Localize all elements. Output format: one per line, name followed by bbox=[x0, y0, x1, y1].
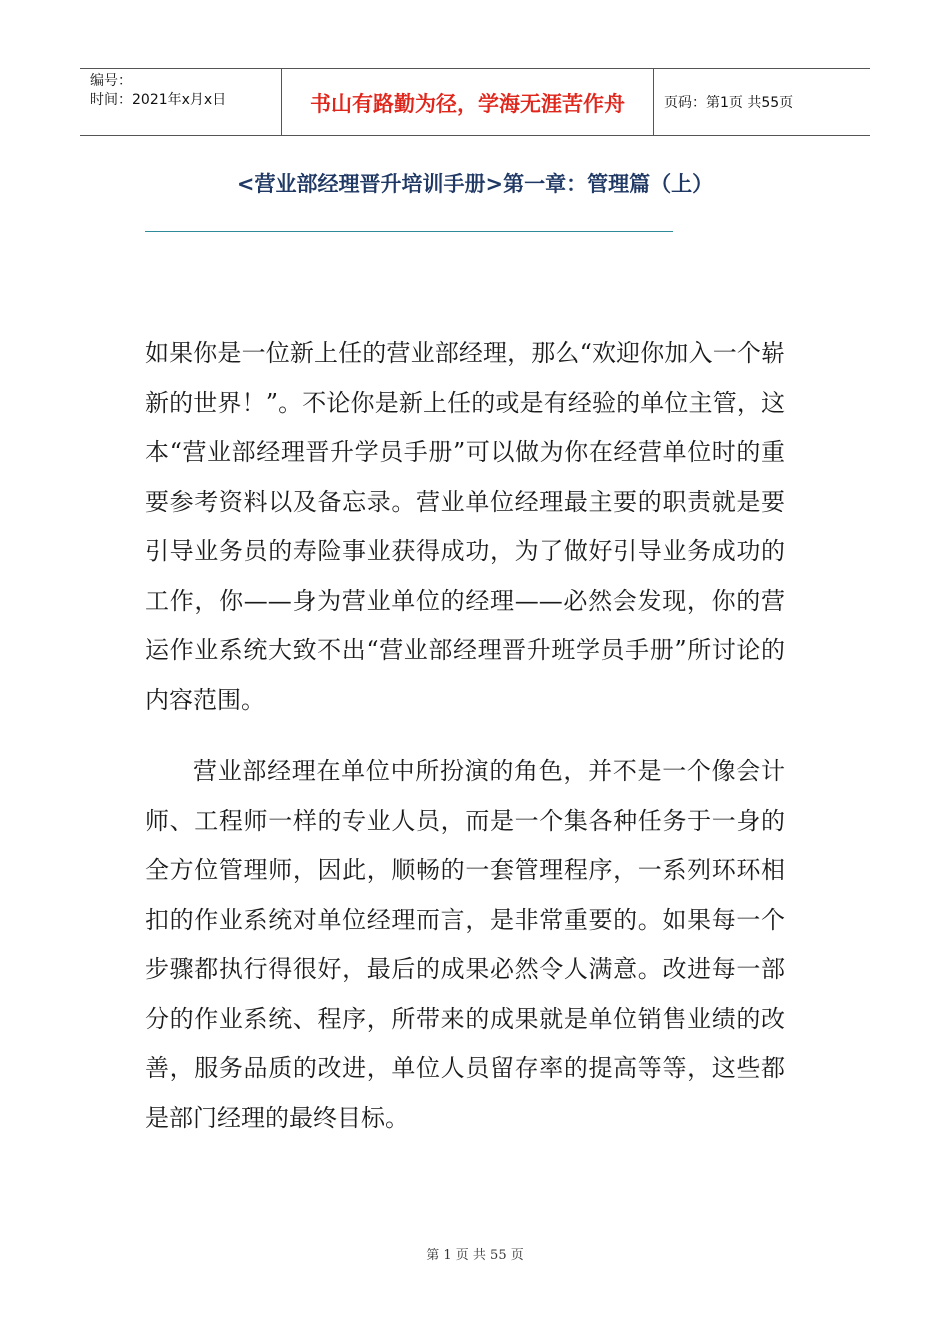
page-footer: 第 1 页 共 55 页 bbox=[426, 1248, 524, 1263]
paragraph-1: 如果你是一位新上任的营业部经理，那么“欢迎你加入一个崭新的世界！”。不论你是新上任的或是有经验的单位主管，这本“营业部经理晋升学员手册”可以做为你在经营单位时的重要参考资料以及备忘录。营业单位经理最主要的职责就是要引导业务员的寿险事业获得成功，为了做好引导业务成功的工作，你——身为营业单位的经理——必然会发现，你的营运作业系统大致不出“营业部经理晋升班学员手册”所讨论的内容范围。 bbox=[145, 339, 785, 714]
paragraph-2: 营业部经理在单位中所扮演的角色，并不是一个像会计师、工程师一样的专业人员，而是一个集各种任务于一身的全方位管理师，因此，顺畅的一套管理程序，一系列环环相扣的作业系统对单位经理而言，是非常重要的。如果每一个步骤都执行得很好，最后的成果必然令人满意。改进每一部分的作业系统、程序，所带来的成果就是单位销售业绩的改善，服务品质的改进，单位人员留存率的提高等等，这些都是部门经理的最终目标。 bbox=[145, 757, 785, 1132]
header-page-cell bbox=[654, 69, 870, 135]
header-meta-cell bbox=[80, 69, 282, 135]
motto-text: 书山有路勤为径，学海无涯苦作舟 bbox=[310, 92, 625, 116]
document-header bbox=[80, 68, 870, 136]
page-info: 页码：第1页 共55页 bbox=[664, 95, 794, 111]
title-underline bbox=[145, 231, 673, 232]
document-body bbox=[145, 329, 785, 1143]
number-label: 编号： bbox=[90, 73, 132, 89]
page-title: <营业部经理晋升培训手册>第一章：管理篇（上） bbox=[236, 172, 714, 196]
time-label: 时间：2021年x月x日 bbox=[90, 92, 227, 108]
header-motto-cell bbox=[282, 69, 654, 135]
